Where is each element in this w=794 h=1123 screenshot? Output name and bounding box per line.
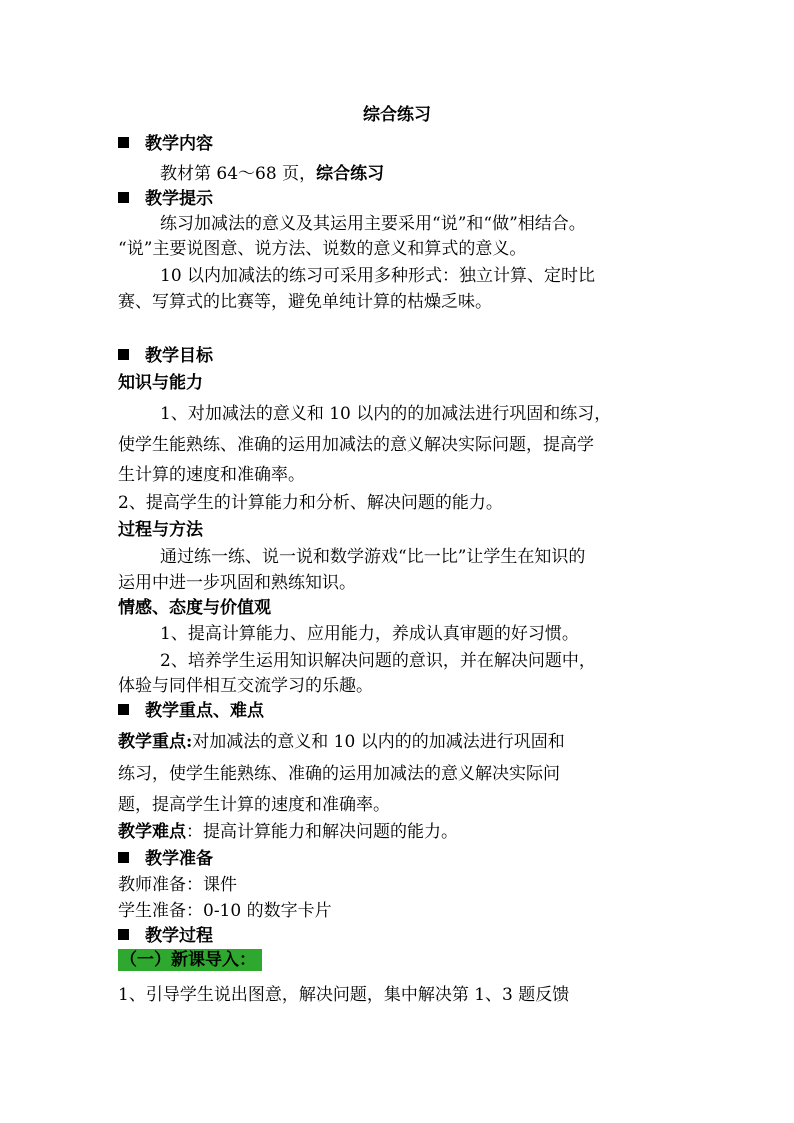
section-heading-goals: 教学目标 <box>118 345 678 367</box>
knowledge-line: 1、对加减法的意义和 10 以内的的加减法进行巩固和练习， <box>160 404 612 424</box>
tips-line: 练习加减法的意义及其运用主要采用“说”和“做”相结合。 <box>160 214 586 234</box>
bullet-square-icon <box>118 349 129 360</box>
prep-student: 学生准备：0-10 的数字卡片 <box>118 901 332 921</box>
step1-line: 1、引导学生说出图意，解决问题，集中解决第 1、3 题反馈 <box>118 985 570 1005</box>
section-heading-content: 教学内容 <box>118 133 678 155</box>
bullet-square-icon <box>118 852 129 863</box>
section-heading-prep: 教学准备 <box>118 848 678 870</box>
knowledge-line: 2、提高学生的计算能力和分析、解决问题的能力。 <box>118 493 503 513</box>
section-heading-keypoints: 教学重点、难点 <box>118 700 678 722</box>
document-title: 综合练习 <box>363 105 431 125</box>
process-line: 通过练一练、说一说和数学游戏“比一比”让学生在知识的 <box>160 547 586 567</box>
key-line: 练习，使学生能熟练、准确的运用加减法的意义解决实际问 <box>118 764 560 784</box>
tips-line: 10 以内加减法的练习可采用多种形式：独立计算、定时比 <box>160 266 596 286</box>
bullet-square-icon <box>118 192 129 203</box>
section-heading-tips: 教学提示 <box>118 188 678 210</box>
subheading-emotion: 情感、态度与价值观 <box>118 598 271 618</box>
bullet-square-icon <box>118 929 129 940</box>
emotion-line: 2、培养学生运用知识解决问题的意识，并在解决问题中， <box>160 651 596 671</box>
difficult-line: 教学难点：提高计算能力和解决问题的能力。 <box>118 822 458 842</box>
step1-highlight: （一）新课导入： <box>118 949 262 971</box>
subheading-knowledge: 知识与能力 <box>118 373 203 393</box>
tips-line: “说”主要说图意、说方法、说数的意义和算式的意义。 <box>118 239 527 259</box>
key-line: 题，提高学生计算的速度和准确率。 <box>118 795 390 815</box>
knowledge-line: 使学生能熟练、准确的运用加减法的意义解决实际问题，提高学 <box>118 435 594 455</box>
process-line: 运用中进一步巩固和熟练知识。 <box>118 573 356 593</box>
content-text: 教材第 64～68 页，综合练习 <box>160 164 385 184</box>
knowledge-line: 生计算的速度和准确率。 <box>118 465 305 485</box>
subheading-process: 过程与方法 <box>118 520 203 540</box>
prep-teacher: 教师准备：课件 <box>118 875 237 895</box>
emotion-line: 1、提高计算能力、应用能力，养成认真审题的好习惯。 <box>160 624 579 644</box>
bullet-square-icon <box>118 704 129 715</box>
emotion-line: 体验与同伴相互交流学习的乐趣。 <box>118 676 373 696</box>
step-label-row <box>118 949 678 971</box>
section-heading-procedure: 教学过程 <box>118 925 678 947</box>
key-line: 教学重点:对加减法的意义和 10 以内的的加减法进行巩固和 <box>118 732 565 752</box>
tips-line: 赛、写算式的比赛等，避免单纯计算的枯燥乏味。 <box>118 292 492 312</box>
bullet-square-icon <box>118 137 129 148</box>
